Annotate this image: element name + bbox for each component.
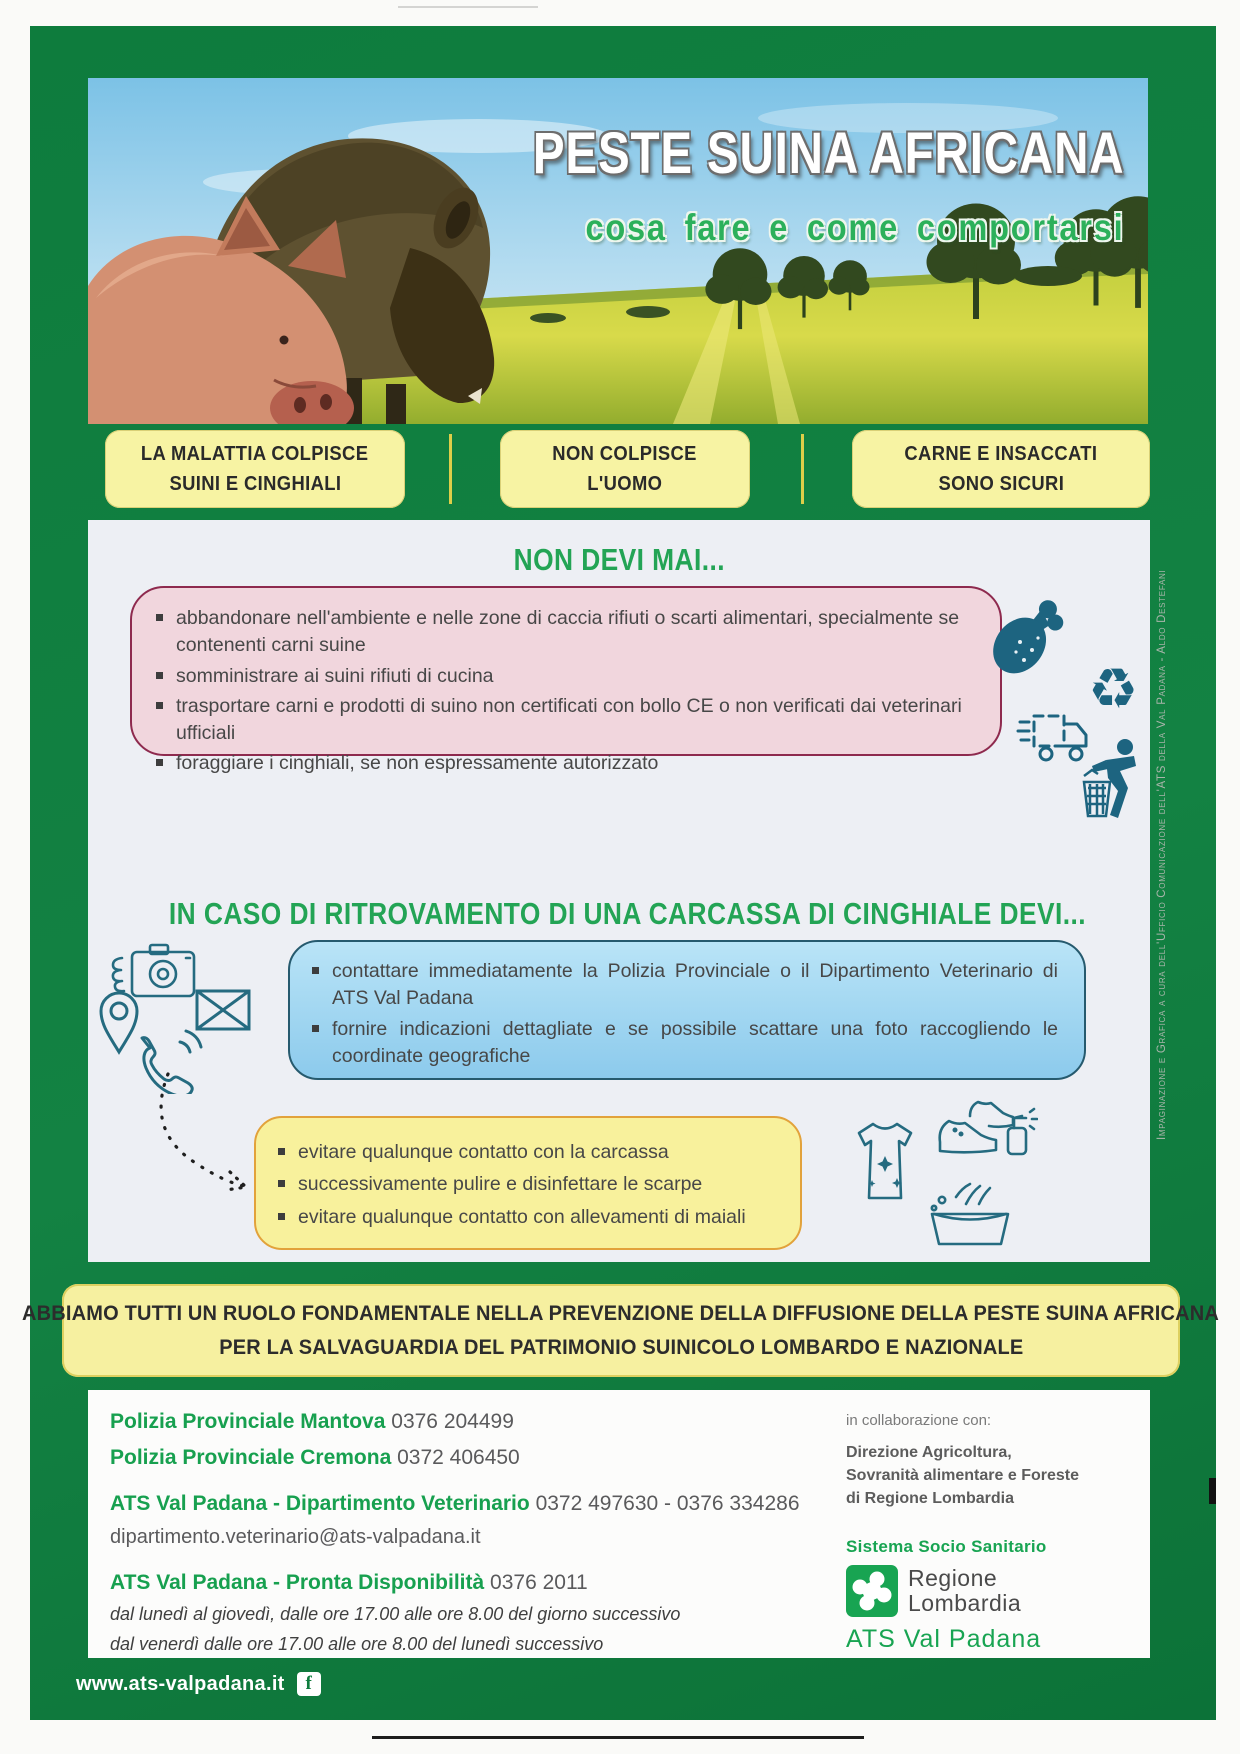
list-item-text: evitare qualunque contatto con la carcassa [298, 1141, 669, 1163]
scan-artifact [398, 6, 538, 8]
poster-title: PESTE SUINA AFRICANA [532, 121, 1124, 186]
org-line: Sovranità alimentare e Foreste [846, 1467, 1079, 1485]
header-title-block [403, 120, 1124, 249]
divider [449, 434, 452, 504]
list-item [312, 1016, 1058, 1071]
scan-artifact [1209, 1478, 1216, 1504]
contact-phone: 0372 406450 [397, 1446, 520, 1469]
main-panel [88, 520, 1150, 1262]
highlight-box-humans [500, 430, 750, 508]
sistema-socio-sanitario-label: Sistema Socio Sanitario [846, 1536, 1047, 1556]
rosa-camuna-icon [846, 1565, 898, 1617]
tshirt-icon [852, 1118, 918, 1206]
header-photo [88, 78, 1148, 424]
regione-line: Lombardia [908, 1589, 1022, 1616]
poster-subtitle: cosa fare e come comportarsi [585, 207, 1124, 248]
list-item-text: trasportare carni e prodotti di suino non certificati con bollo CE o non verificati dai veterinari ufficiali [176, 694, 962, 745]
banner-line: PER LA SALVAGUARDIA DEL PATRIMONIO SUINICOLO LOMBARDO E NAZIONALE [218, 1335, 1024, 1359]
bullet-square-icon [278, 1180, 285, 1187]
scan-artifact [372, 1736, 864, 1739]
do-list-box [288, 940, 1086, 1080]
contact-label: Polizia Provinciale Mantova [110, 1410, 386, 1433]
highlight-line: NON COLPISCE [552, 442, 698, 465]
contact-list [110, 1398, 810, 1655]
highlight-box-disease [105, 430, 405, 508]
avoid-list-box [254, 1116, 802, 1250]
bullet-square-icon [312, 1025, 319, 1032]
contact-row-oncall [110, 1571, 810, 1595]
bullet-square-icon [278, 1148, 285, 1155]
collaboration-org [846, 1441, 1146, 1511]
org-line: di Regione Lombardia [846, 1490, 1015, 1508]
contact-phone: 0372 497630 - 0376 334286 [535, 1492, 800, 1515]
bullet-square-icon [156, 759, 163, 766]
ats-val-padana-label: ATS Val Padana [846, 1624, 1042, 1653]
graphics-credit: Impaginazione e Grafica a cura dell'Ufficio Comunicazione dell'ATS della Val Padana - Aldo Destefani [1156, 569, 1168, 1140]
highlight-line: LA MALATTIA COLPISCE [141, 442, 369, 465]
list-item-text: foraggiare i cinghiali, se non espressamente autorizzato [176, 752, 659, 775]
contact-phone: 0376 2011 [490, 1571, 588, 1594]
website-url[interactable]: www.ats-valpadana.it [76, 1672, 285, 1695]
prevention-banner [22, 1284, 1220, 1377]
list-item [312, 958, 1058, 1013]
collaboration-intro: in collaborazione con: [846, 1412, 992, 1429]
recycle-icon: ♻ [1088, 657, 1139, 722]
list-item [156, 693, 970, 748]
facebook-icon[interactable]: f [297, 1672, 321, 1696]
wash-basin-icon [924, 1180, 1016, 1252]
drumstick-icon [986, 590, 1068, 682]
highlight-line: CARNE E INSACCATI [904, 442, 1098, 465]
divider [801, 434, 804, 504]
contact-email[interactable]: dipartimento.veterinario@ats-valpadana.it [110, 1526, 481, 1548]
list-item-text: somministrare ai suini rifiuti di cucina [176, 664, 494, 687]
bullet-square-icon [156, 614, 163, 621]
list-item [278, 1204, 774, 1231]
contact-footer [88, 1390, 1150, 1658]
banner-line: ABBIAMO TUTTI UN RUOLO FONDAMENTALE NELLA PREVENZIONE DELLA DIFFUSIONE DELLA PESTE SUINA AFRICANA [22, 1301, 1220, 1325]
regione-lombardia-logo [846, 1565, 1146, 1617]
highlight-line: SONO SICURI [938, 473, 1064, 495]
found-heading-text: IN CASO DI RITROVAMENTO DI UNA CARCASSA DI CINGHIALE DEVI... [168, 896, 1086, 931]
collaboration-block [846, 1412, 1146, 1654]
highlight-box-meat [852, 430, 1150, 508]
list-item-text: contattare immediatamente la Polizia Provinciale o il Dipartimento Veterinario di ATS Val Padana [332, 960, 1058, 1010]
regione-lombardia-wordmark [908, 1566, 1021, 1614]
contact-label: ATS Val Padana - Dipartimento Veterinario [110, 1492, 530, 1515]
oncall-note: dal lunedì al giovedì, dalle ore 17.00 alle ore 8.00 del giorno successivo [110, 1604, 681, 1624]
oncall-note: dal venerdì dalle ore 17.00 alle ore 8.00 del lunedì successivo [110, 1634, 604, 1654]
never-heading-text: NON DEVI MAI... [513, 542, 725, 577]
highlight-line: SUINI E CINGHIALI [169, 473, 341, 495]
contact-row-cremona [110, 1446, 810, 1470]
list-item [278, 1139, 774, 1166]
list-item [156, 750, 970, 777]
contact-row-veterinario [110, 1492, 810, 1516]
bullet-square-icon [156, 702, 163, 709]
list-item-text: evitare qualunque contatto con allevamenti di maiali [298, 1205, 746, 1228]
contact-label: ATS Val Padana - Pronta Disponibilità [110, 1571, 485, 1594]
list-item-text: fornire indicazioni dettagliate e se possibile scattare una foto raccogliendo le coordinate geografiche [332, 1017, 1058, 1067]
org-line: Direzione Agricoltura, [846, 1444, 1012, 1461]
contact-label: Polizia Provinciale Cremona [110, 1446, 392, 1469]
contact-phone: 0376 204499 [391, 1410, 514, 1433]
list-item [156, 605, 970, 660]
sneakers-spray-icon [934, 1090, 1038, 1176]
bullet-square-icon [278, 1213, 285, 1220]
list-item [156, 663, 970, 690]
contact-row-mantova [110, 1410, 810, 1434]
litter-disposal-icon [1078, 736, 1148, 824]
list-item-text: successivamente pulire e disinfettare le scarpe [298, 1173, 703, 1196]
list-item-text: abbandonare nell'ambiente e nelle zone di caccia rifiuti o scarti alimentari, specialmente se contenenti carni suine [176, 607, 960, 657]
found-section-heading [88, 896, 1150, 932]
never-list-box [130, 586, 1002, 775]
website-bar [76, 1672, 321, 1696]
bullet-square-icon [312, 967, 319, 974]
highlight-line: L'UOMO [587, 473, 663, 495]
list-item [278, 1171, 774, 1198]
regione-line: Regione [908, 1565, 998, 1592]
never-section-heading [88, 542, 1150, 578]
bullet-square-icon [156, 672, 163, 679]
